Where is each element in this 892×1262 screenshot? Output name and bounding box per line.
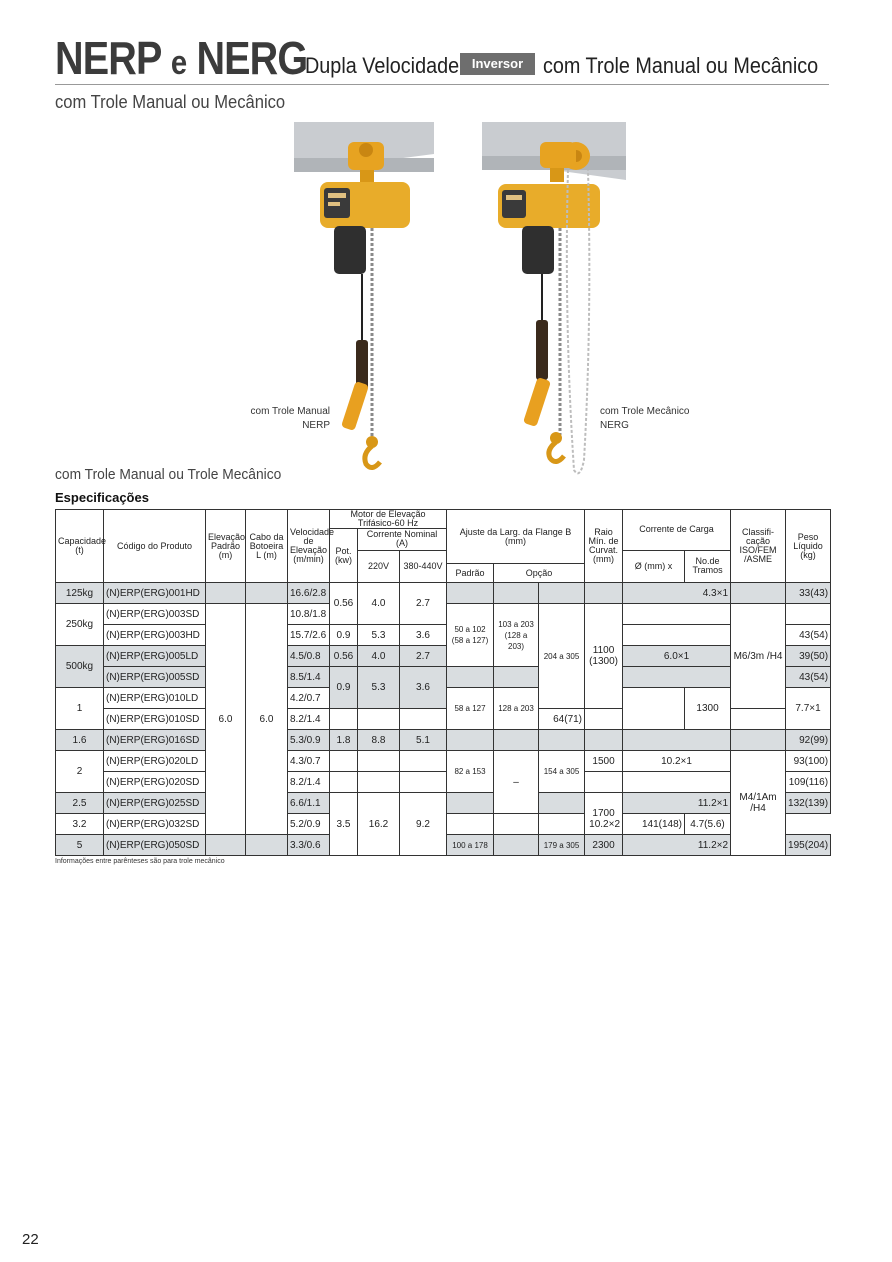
image-caption-mechanical — [600, 405, 710, 433]
cell-velocidade: 4.2/0.7 — [288, 688, 330, 709]
table-row — [56, 751, 831, 772]
header-tramos: No.de Tramos — [685, 550, 731, 583]
header-x: x — [667, 560, 673, 571]
cell-padrao — [447, 814, 494, 835]
header-corrente-nominal: Corrente Nominal (A) — [358, 529, 447, 551]
cell-220v — [358, 772, 400, 793]
cell-capacidade: 250kg — [56, 604, 104, 646]
cell-pot: 0.9 — [330, 625, 358, 646]
cell-corrente: 10.2×2 — [539, 814, 623, 835]
section-heading-1: com Trole Manual ou Mecânico — [55, 92, 286, 112]
title-part2: NERG — [196, 32, 308, 84]
cell-peso: 195(204) — [786, 835, 831, 856]
cell-peso — [786, 604, 831, 625]
page-number: 22 — [22, 1231, 39, 1248]
header-peso: Peso Líquido (kg) — [786, 510, 831, 583]
cell-pot — [330, 772, 358, 793]
header-velocidade: Velocidade de Elevação (m/min) — [288, 510, 330, 583]
header-220v: 220V — [358, 550, 400, 583]
cell-opcao2: 179 a 305 — [539, 835, 585, 856]
cell-opcao2 — [539, 583, 585, 604]
cell-220v: 5.3 — [358, 625, 400, 646]
header-divider — [55, 84, 829, 85]
cell-opcao2 — [539, 793, 585, 814]
cell-velocidade: 16.6/2.8 — [288, 583, 330, 604]
cell-380v: 3.6 — [400, 625, 447, 646]
cell-peso: 93(100) — [786, 751, 831, 772]
cell-cabo — [246, 583, 288, 604]
cell-380v — [400, 751, 447, 772]
cell-velocidade: 6.6/1.1 — [288, 793, 330, 814]
header-diam-text: Ø (mm) — [634, 560, 666, 571]
cell-velocidade: 8.5/1.4 — [288, 667, 330, 688]
cell-opcao1 — [494, 667, 539, 688]
cell-pot: 3.5 — [330, 793, 358, 856]
cell-velocidade: 4.3/0.7 — [288, 751, 330, 772]
cell-raio: 1100 (1300) — [585, 604, 623, 709]
caption-line: com Trole Manual — [250, 406, 330, 417]
table-row — [56, 646, 831, 667]
cell-velocidade: 8.2/1.4 — [288, 772, 330, 793]
header-380v: 380-440V — [400, 550, 447, 583]
caption-model: NERG — [600, 420, 629, 431]
cell-codigo: (N)ERP(ERG)005SD — [104, 667, 206, 688]
cell-corrente: 4.3×1 — [623, 583, 731, 604]
header-motor: Motor de Elevação Trifásico-60 Hz — [330, 510, 447, 529]
caption-line: com Trole Mecânico — [600, 406, 690, 417]
cell-corrente: 10.2×1 — [623, 751, 731, 772]
cell-corrente — [623, 730, 731, 751]
page-title — [55, 30, 307, 91]
cell-220v — [358, 709, 400, 730]
cell-corrente: 11.2×2 — [623, 835, 731, 856]
cell-capacidade: 3.2 — [56, 814, 104, 835]
header-cabo: Cabo da Botoeira L (m) — [246, 510, 288, 583]
cell-peso: 141(148) — [623, 814, 685, 835]
table-row — [56, 583, 831, 604]
cell-peso: 132(139) — [786, 793, 831, 814]
section-heading-2: com Trole Manual ou Trole Mecânico — [55, 466, 282, 483]
cell-padrao: 100 a 178 — [447, 835, 494, 856]
cell-opcao2: 154 a 305 — [539, 751, 585, 793]
subtitle-2: com Trole Manual ou Mecânico — [543, 53, 819, 78]
cell-cabo — [246, 835, 288, 856]
header-elevacao: Elevação Padrão (m) — [206, 510, 246, 583]
cell-corrente — [623, 667, 731, 688]
footnote: Informações entre parênteses são para trole mecânico — [55, 858, 225, 865]
cell-corrente: 7.7×1 — [786, 688, 831, 730]
table-row — [56, 772, 831, 793]
cell-pot — [330, 709, 358, 730]
cell-velocidade: 10.8/1.8 — [288, 604, 330, 625]
cell-raio — [585, 583, 623, 604]
cell-220v: 8.8 — [358, 730, 400, 751]
cell-peso: 43(54) — [786, 625, 831, 646]
cell-raio: 1300 — [685, 688, 731, 730]
cell-codigo: (N)ERP(ERG)050SD — [104, 835, 206, 856]
cell-peso: 109(116) — [786, 772, 831, 793]
cell-raio — [585, 772, 623, 793]
table-row — [56, 730, 831, 751]
cell-peso: 92(99) — [786, 730, 831, 751]
cell-corrente — [623, 772, 731, 793]
header-classificacao: Classifi- cação ISO/FEM /ASME — [731, 510, 786, 583]
cell-codigo: (N)ERP(ERG)020SD — [104, 772, 206, 793]
header-capacidade: Capacidade (t) — [56, 510, 104, 583]
cell-capacidade: 1 — [56, 688, 104, 730]
cell-corrente — [623, 604, 731, 625]
cell-opcao1: 128 a 203 — [494, 688, 539, 730]
cell-codigo: (N)ERP(ERG)001HD — [104, 583, 206, 604]
subtitle: Dupla Velocidade — [305, 53, 460, 78]
cell-380v — [400, 709, 447, 730]
cell-opcao2 — [623, 688, 685, 730]
cell-peso: 33(43) — [786, 583, 831, 604]
header-raio: Raio Mín. de Curvat. (mm) — [585, 510, 623, 583]
cell-classificacao: M6/3m /H4 — [731, 604, 786, 709]
title-conj: e — [170, 44, 187, 82]
cell-peso: 64(71) — [539, 709, 585, 730]
cell-380v: 9.2 — [400, 793, 447, 856]
cell-peso: 39(50) — [786, 646, 831, 667]
cell-220v: 5.3 — [358, 667, 400, 709]
cell-velocidade: 15.7/2.6 — [288, 625, 330, 646]
cell-opcao1 — [494, 835, 539, 856]
table-row — [56, 793, 831, 814]
cell-380v: 2.7 — [400, 583, 447, 625]
table-row — [56, 625, 831, 646]
cell-pot: 0.56 — [330, 583, 358, 625]
cell-classificacao — [731, 730, 786, 751]
cell-opcao1 — [494, 730, 539, 751]
cell-elevacao — [206, 583, 246, 604]
cell-220v — [358, 751, 400, 772]
cell-padrao — [447, 667, 494, 688]
cell-380v — [400, 772, 447, 793]
cell-codigo: (N)ERP(ERG)010SD — [104, 709, 206, 730]
cell-velocidade: 8.2/1.4 — [288, 709, 330, 730]
cell-codigo: (N)ERP(ERG)020LD — [104, 751, 206, 772]
cell-raio — [585, 730, 623, 751]
cell-codigo: (N)ERP(ERG)032SD — [104, 814, 206, 835]
cell-opcao1: – — [494, 751, 539, 814]
cell-opcao1 — [494, 583, 539, 604]
cell-corrente: 6.0×1 — [623, 646, 731, 667]
cell-padrao: 50 a 102 (58 a 127) — [447, 604, 494, 667]
cell-opcao2 — [539, 730, 585, 751]
image-caption-manual — [240, 405, 330, 433]
cell-velocidade: 4.5/0.8 — [288, 646, 330, 667]
cell-pot: 1.8 — [330, 730, 358, 751]
caption-model: NERP — [302, 420, 330, 431]
header-corrente-carga: Corrente de Carga — [623, 510, 731, 551]
cell-380v: 5.1 — [400, 730, 447, 751]
cell-capacidade: 2 — [56, 751, 104, 793]
table-row — [56, 667, 831, 688]
cell-elevacao — [206, 835, 246, 856]
header-padrao: Padrão — [447, 564, 494, 583]
cell-pot — [330, 751, 358, 772]
cell-peso: 43(54) — [786, 667, 831, 688]
inverter-badge: Inversor — [460, 53, 535, 75]
cell-peso-adicional: 4.7(5.6) — [685, 814, 731, 835]
cell-codigo: (N)ERP(ERG)003HD — [104, 625, 206, 646]
cell-codigo: (N)ERP(ERG)010LD — [104, 688, 206, 709]
cell-capacidade: 2.5 — [56, 793, 104, 814]
cell-padrao: 82 a 153 — [447, 751, 494, 793]
cell-opcao2 — [494, 814, 539, 835]
cell-220v: 4.0 — [358, 583, 400, 625]
cell-corrente — [623, 625, 731, 646]
cell-220v: 16.2 — [358, 793, 400, 856]
cell-codigo: (N)ERP(ERG)025SD — [104, 793, 206, 814]
cell-corrente: 11.2×1 — [623, 793, 731, 814]
cell-380v: 2.7 — [400, 646, 447, 667]
header-ajuste: Ajuste da Larg. da Flange B (mm) — [447, 510, 585, 564]
cell-opcao1: 103 a 203 (128 a 203) — [494, 604, 539, 667]
cell-220v: 4.0 — [358, 646, 400, 667]
cell-padrao: 58 a 127 — [447, 688, 494, 730]
cell-pot: 0.56 — [330, 646, 358, 667]
cell-padrao — [447, 793, 494, 814]
cell-velocidade: 3.3/0.6 — [288, 835, 330, 856]
cell-raio: 1700 — [585, 793, 623, 835]
cell-cabo: 6.0 — [246, 604, 288, 835]
cell-pot: 0.9 — [330, 667, 358, 709]
header-pot: Pot. (kw) — [330, 529, 358, 583]
cell-capacidade: 500kg — [56, 646, 104, 688]
cell-classificacao: M4/1Am /H4 — [731, 751, 786, 856]
cell-raio: 1500 — [585, 751, 623, 772]
header-codigo: Código do Produto — [104, 510, 206, 583]
cell-380v: 3.6 — [400, 667, 447, 709]
cell-capacidade: 5 — [56, 835, 104, 856]
cell-capacidade: 125kg — [56, 583, 104, 604]
cell-velocidade: 5.2/0.9 — [288, 814, 330, 835]
cell-velocidade: 5.3/0.9 — [288, 730, 330, 751]
cell-opcao2: 204 a 305 — [539, 604, 585, 709]
cell-raio: 2300 — [585, 835, 623, 856]
cell-capacidade: 1.6 — [56, 730, 104, 751]
header-diametro — [623, 550, 685, 583]
cell-padrao — [447, 730, 494, 751]
cell-classificacao — [731, 583, 786, 604]
cell-codigo: (N)ERP(ERG)005LD — [104, 646, 206, 667]
cell-codigo: (N)ERP(ERG)003SD — [104, 604, 206, 625]
header-opcao: Opção — [494, 564, 585, 583]
title-part1: NERP — [55, 32, 161, 84]
cell-elevacao: 6.0 — [206, 604, 246, 835]
cell-padrao — [447, 583, 494, 604]
specifications-heading: Especificações — [55, 490, 149, 505]
specifications-table — [55, 509, 831, 856]
cell-codigo: (N)ERP(ERG)016SD — [104, 730, 206, 751]
